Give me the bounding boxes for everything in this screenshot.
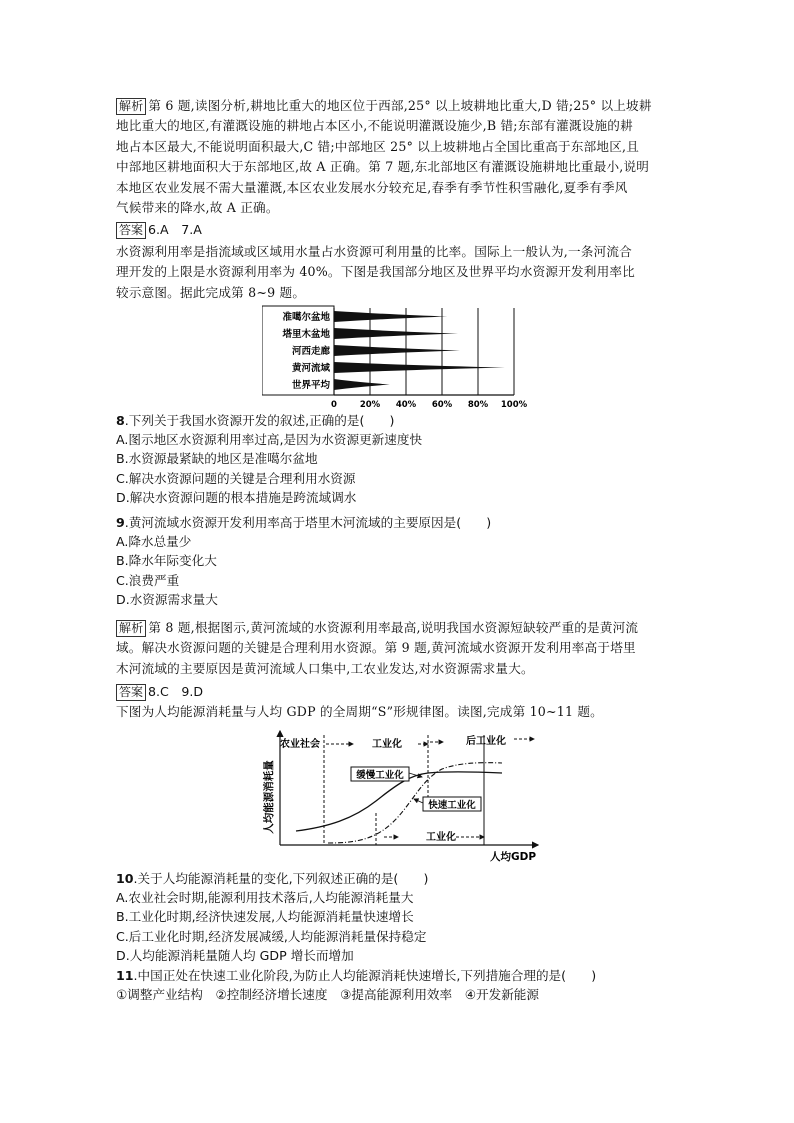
- option-d: D.解决水资源问题的根本措施是跨流域调水: [116, 489, 357, 505]
- answer-block-8-9: [116, 682, 682, 702]
- bar: [334, 379, 390, 390]
- tick-label: 80%: [467, 400, 489, 410]
- x-axis-label: 人均GDP: [489, 851, 537, 863]
- analysis-line: 气候带来的降水,故 A 正确。: [116, 200, 279, 216]
- question-number: 9: [116, 515, 125, 530]
- answer-tag: 答案: [116, 222, 146, 239]
- question-stem: .中国正处在快速工业化阶段,为防止人均能源消耗快速增长,下列措施合理的是( ): [133, 968, 597, 983]
- stage-label-post-industrial: 后工业化: [466, 736, 506, 747]
- question-9: [116, 513, 682, 609]
- category-label: 河西走廊: [291, 346, 330, 358]
- question-items: ①调整产业结构 ②控制经济增长速度 ③提高能源利用效率 ④开发新能源: [116, 987, 539, 1003]
- option-c: C.浪费严重: [116, 572, 180, 588]
- answer-block-6-7: [116, 220, 682, 240]
- y-axis-label: 人均能源消耗量: [263, 760, 275, 834]
- analysis-line: 地占本区最大,不能说明面积最大,C 错;中部地区 25° 以上坡耕地占全国比重高于东部地区,且: [116, 138, 639, 154]
- option-a: A.图示地区水资源利用率过高,是因为水资源更新速度快: [116, 432, 423, 448]
- option-c: C.后工业化时期,经济发展减缓,人均能源消耗量保持稳定: [116, 928, 427, 944]
- bar: [334, 345, 460, 356]
- intro-8-9: [116, 242, 682, 303]
- category-label: 准噶尔盆地: [282, 312, 330, 324]
- question-10: [116, 869, 682, 965]
- bar: [334, 328, 458, 339]
- tick-label: 0: [331, 400, 337, 410]
- analysis-line: 域。解决水资源问题的关键是合理利用水资源。第 9 题,黄河流域水资源开发利用率高于塔里: [116, 640, 636, 656]
- intro-line: 较示意图。据此完成第 8~9 题。: [116, 284, 306, 300]
- option-b: B.水资源最紧缺的地区是准噶尔盆地: [116, 451, 318, 467]
- option-d: D.水资源需求量大: [116, 591, 218, 607]
- option-b: B.降水年际变化大: [116, 553, 217, 569]
- tick-label: 40%: [395, 400, 417, 410]
- question-number: 8: [116, 413, 125, 428]
- tick-label: 20%: [359, 400, 381, 410]
- answer-text: 8.C 9.D: [148, 684, 204, 699]
- analysis-line: 第 8 题,根据图示,黄河流域的水资源利用率最高,说明我国水资源短缺较严重的是黄河流: [148, 620, 639, 635]
- series-label-fast: 快速工业化: [428, 800, 476, 811]
- question-stem: .下列关于我国水资源开发的叙述,正确的是( ): [124, 413, 395, 428]
- question-8: [116, 411, 682, 507]
- analysis-line: 中部地区耕地面积大于东部地区,故 A 正确。第 7 题,东北部地区有灌溉设施耕地比重最小,说明: [116, 159, 650, 175]
- intro-line: 水资源利用率是指流域或区域用水量占水资源可利用量的比率。国际上一般认为,一条河流合: [116, 244, 632, 259]
- energy-gdp-s-curve-chart: [258, 727, 542, 863]
- analysis-tag: 解析: [116, 98, 146, 115]
- analysis-tag: 解析: [116, 620, 146, 637]
- series-label-slow: 缓慢工业化: [356, 770, 404, 781]
- tick-label: 60%: [431, 400, 453, 410]
- water-use-bar-chart: [262, 304, 532, 412]
- intro-line: 下图为人均能源消耗量与人均 GDP 的全周期“S”形规律图。读图,完成第 10~11 题。: [116, 704, 603, 719]
- option-a: A.降水总量少: [116, 534, 192, 550]
- bar: [334, 362, 505, 373]
- category-label: 世界平均: [291, 380, 330, 392]
- analysis-block-8-9: [116, 618, 682, 679]
- question-stem: .关于人均能源消耗量的变化,下列叙述正确的是( ): [133, 871, 429, 886]
- category-label: 塔里木盆地: [282, 329, 330, 341]
- option-a: A.农业社会时期,能源利用技术落后,人均能源消耗量大: [116, 890, 414, 906]
- answer-tag: 答案: [116, 684, 146, 701]
- category-label: 黄河流域: [291, 363, 330, 375]
- answer-text: 6.A 7.A: [148, 222, 202, 237]
- option-b: B.工业化时期,经济快速发展,人均能源消耗量快速增长: [116, 909, 414, 925]
- stage-label-agriculture: 农业社会: [280, 739, 320, 750]
- analysis-line: 木河流域的主要原因是黄河流域人口集中,工农业发达,对水资源需求量大。: [116, 660, 534, 676]
- intro-line: 理开发的上限是水资源利用率为 40%。下图是我国部分地区及世界平均水资源开发利用率比: [116, 264, 635, 280]
- analysis-block-6-7: [116, 96, 682, 218]
- stage-label-industrialization: 工业化: [372, 739, 402, 750]
- question-11: [116, 966, 682, 1004]
- analysis-line: 第 6 题,读图分析,耕地比重大的地区位于西部,25° 以上坡耕地比重大,D 错;25° 以上坡耕: [148, 98, 652, 113]
- question-number: 11: [116, 968, 134, 983]
- intro-10-11: [116, 702, 682, 722]
- tick-label: 100%: [500, 400, 528, 410]
- analysis-line: 本地区农业发展不需大量灌溉,本区农业发展水分较充足,春季有季节性积雪融化,夏季有季风: [116, 179, 628, 195]
- stage-label-industrialization-fast: 工业化: [426, 832, 456, 843]
- option-d: D.人均能源消耗量随人均 GDP 增长而增加: [116, 947, 354, 963]
- bar: [334, 311, 447, 322]
- question-number: 10: [116, 871, 134, 886]
- analysis-line: 地比重大的地区,有灌溉设施的耕地占本区小,不能说明灌溉设施少,B 错;东部有灌溉设施的耕: [116, 118, 633, 134]
- option-c: C.解决水资源问题的关键是合理利用水资源: [116, 470, 356, 486]
- question-stem: .黄河流域水资源开发利用率高于塔里木河流域的主要原因是( ): [124, 515, 492, 530]
